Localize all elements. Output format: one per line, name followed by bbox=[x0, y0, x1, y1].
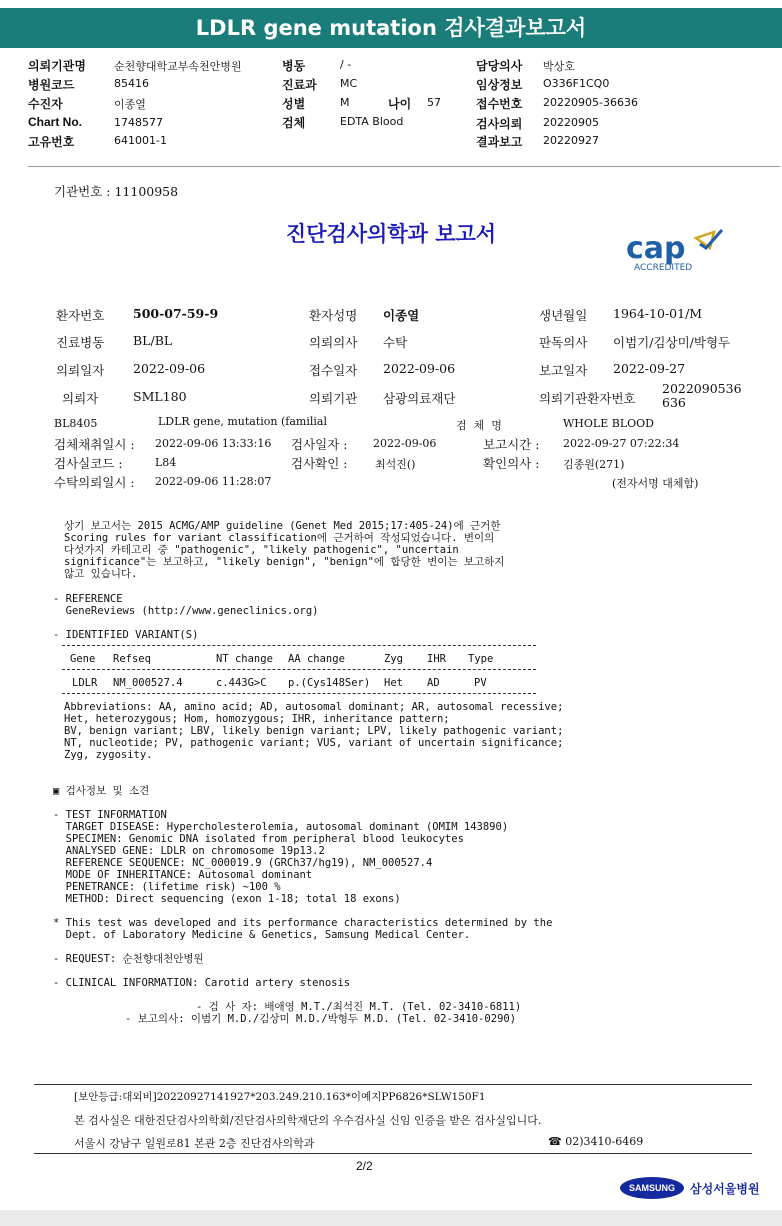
intro-line: 다섯가지 카테고리 중 "pathogenic", "likely pathogenic", "uncertain bbox=[64, 544, 459, 556]
col-type: Type bbox=[468, 653, 494, 665]
request-line: - REQUEST: 순천향대천안병원 bbox=[53, 953, 204, 965]
header-title: LDLR gene mutation 검사결과보고서 bbox=[195, 16, 587, 40]
label-specimen-name: 검 체 명 bbox=[456, 419, 502, 432]
cell-ihr: AD bbox=[427, 677, 440, 689]
label-test-date: 검사일자 : bbox=[291, 437, 348, 452]
abbrev-line: Het, heterozygous; Hom, homozygous; IHR, inheritance pattern; bbox=[64, 713, 450, 725]
cell-refseq: NM_000527.4 bbox=[113, 677, 183, 689]
label-report-date: 보고일자 bbox=[539, 363, 588, 378]
report-header bbox=[0, 8, 782, 48]
label-requesting-doctor: 의뢰의사 bbox=[309, 335, 358, 350]
requester: SML180 bbox=[133, 389, 187, 404]
label-patient-name: 환자성명 bbox=[309, 308, 358, 323]
label-receipt-date: 접수일자 bbox=[309, 363, 358, 378]
label-requester: 의뢰자 bbox=[62, 391, 99, 406]
test-info-line: - TEST INFORMATION bbox=[53, 809, 167, 821]
tester-line: - 검 사 자: 배애영 M.T./최석진 M.T. (Tel. 02-3410-6811) bbox=[196, 1001, 522, 1013]
label-birth: 생년월일 bbox=[539, 308, 588, 323]
label-specimen: 검체 bbox=[282, 116, 306, 130]
footer-rule bbox=[34, 1153, 752, 1154]
requesting-institution: 순천향대학교부속천안병원 bbox=[114, 60, 242, 73]
address-line: 서울시 강남구 일원로81 본관 2층 진단검사의학과 bbox=[74, 1137, 315, 1150]
receipt-no: 20220905-36636 bbox=[543, 96, 638, 109]
cell-gene: LDLR bbox=[72, 677, 98, 689]
test-request: 20220905 bbox=[543, 116, 599, 129]
cap-logo bbox=[626, 228, 730, 274]
requesting-doctor: 수탁 bbox=[383, 335, 408, 350]
intro-line: Scoring rules for variant classification에 근거하여 작성되었습니다. 변이의 bbox=[64, 532, 495, 544]
requesting-org: 삼광의료재단 bbox=[383, 391, 456, 406]
test-confirm: 최석진() bbox=[375, 458, 416, 471]
examinee: 이종열 bbox=[114, 98, 146, 111]
test-info-line: MODE OF INHERITANCE: Autosomal dominant bbox=[53, 869, 313, 881]
label-reading-doctor: 판독의사 bbox=[539, 335, 588, 350]
label-clinic-ward: 진료병동 bbox=[56, 335, 105, 350]
label-physician: 담당의사 bbox=[476, 59, 523, 73]
label-confirm-doctor: 확인의사 : bbox=[483, 456, 540, 471]
col-gene: Gene bbox=[70, 653, 96, 665]
developed-line: Dept. of Laboratory Medicine & Genetics, Samsung Medical Center. bbox=[53, 929, 471, 941]
intro-line: 않고 있습니다. bbox=[64, 568, 138, 580]
developed-line: * This test was developed and its performance characteristics determined by the bbox=[53, 917, 553, 929]
reference-link: GeneReviews (http://www.geneclinics.org) bbox=[53, 605, 319, 617]
label-collect-time: 검체채취일시 : bbox=[54, 437, 135, 452]
patient-name: 이종열 bbox=[383, 308, 420, 323]
label-sex: 성별 bbox=[282, 97, 306, 111]
clinical-info: O336F1CQ0 bbox=[543, 77, 610, 90]
test-info-line: PENETRANCE: (lifetime risk) ~100 % bbox=[53, 881, 281, 893]
section-test-info-heading: ▣ 검사정보 및 소견 bbox=[53, 785, 150, 797]
specimen: EDTA Blood bbox=[340, 115, 404, 128]
table-rule bbox=[62, 693, 536, 694]
test-code: BL8405 bbox=[54, 417, 98, 430]
samsung-logo bbox=[620, 1176, 760, 1200]
samsung-wordmark: SAMSUNG bbox=[620, 1177, 684, 1199]
label-receipt-no: 접수번호 bbox=[476, 97, 523, 111]
reporter-line: - 보고의사: 이범기 M.D./김상미 M.D./박형두 M.D. (Tel. 02-3410-0290) bbox=[125, 1013, 517, 1025]
label-patient-no: 환자번호 bbox=[56, 308, 105, 323]
cell-nt-change: c.443G>C bbox=[216, 677, 267, 689]
chart-no: 1748577 bbox=[114, 116, 163, 129]
hospital-name: 삼성서울병원 bbox=[690, 1182, 760, 1196]
label-examinee: 수진자 bbox=[28, 97, 63, 111]
footer-rule bbox=[34, 1084, 752, 1085]
confirm-doctor: 김종원(271) bbox=[563, 458, 625, 471]
physician: 박상호 bbox=[543, 60, 575, 73]
abbrev-line: BV, benign variant; LBV, likely benign variant; LPV, likely pathogenic variant; bbox=[64, 725, 564, 737]
label-chart-no: Chart No. bbox=[28, 115, 82, 129]
page-bottom-band bbox=[0, 1210, 782, 1226]
label-requesting-institution: 의뢰기관명 bbox=[28, 59, 86, 73]
col-aa-change: AA change bbox=[288, 653, 345, 665]
cell-type: PV bbox=[474, 677, 487, 689]
age: 57 bbox=[427, 96, 441, 109]
label-org-patient-no: 의뢰기관환자번호 bbox=[539, 391, 636, 406]
col-refseq: Refseq bbox=[113, 653, 151, 665]
outsource-time: 2022-09-06 11:28:07 bbox=[155, 475, 272, 488]
abbrev-line: NT, nucleotide; PV, pathogenic variant; VUS, variant of uncertain significance; bbox=[64, 737, 564, 749]
specimen-name: WHOLE BLOOD bbox=[563, 417, 654, 430]
sex: M bbox=[340, 96, 350, 109]
test-info-line: SPECIMEN: Genomic DNA isolated from peripheral blood leukocytes bbox=[53, 833, 464, 845]
label-result-report: 결과보고 bbox=[476, 135, 523, 149]
table-rule bbox=[62, 645, 536, 646]
label-lab-code: 검사실코드 : bbox=[54, 456, 123, 471]
intro-line: significance"는 보고하고, "likely benign", "benign"에 합당한 변이는 보고하지 bbox=[64, 556, 505, 568]
label-report-time: 보고시간 : bbox=[483, 437, 540, 452]
abbrev-line: Zyg, zygosity. bbox=[64, 749, 153, 761]
label-request-date: 의뢰일자 bbox=[56, 363, 105, 378]
department: MC bbox=[340, 77, 358, 90]
page-number: 2/2 bbox=[356, 1159, 373, 1173]
patient-no: 500-07-59-9 bbox=[133, 306, 219, 321]
label-hospital-code: 병원코드 bbox=[28, 78, 75, 92]
col-zyg: Zyg bbox=[384, 653, 403, 665]
hospital-code: 85416 bbox=[114, 77, 149, 90]
test-name: LDLR gene, mutation (familial bbox=[158, 415, 327, 428]
security-line: [보안등급:대외비]20220927141927*203.249.210.163*이예지PP6826*SLW150F1 bbox=[74, 1091, 486, 1103]
label-age: 나이 bbox=[388, 97, 412, 111]
org-patient-no: 2022090536636 bbox=[662, 381, 742, 410]
cap-wordmark: cap bbox=[626, 231, 686, 266]
label-department: 진료과 bbox=[282, 78, 317, 92]
test-info-line: METHOD: Direct sequencing (exon 1-18; total 18 exons) bbox=[53, 893, 401, 905]
label-requesting-org: 의뢰기관 bbox=[309, 391, 358, 406]
variant-heading: - IDENTIFIED VARIANT(S) bbox=[53, 629, 199, 641]
phone-line: ☎ 02)3410-6469 bbox=[548, 1135, 644, 1148]
clinic-ward: BL/BL bbox=[133, 333, 173, 348]
request-date: 2022-09-06 bbox=[133, 361, 206, 376]
cell-aa-change: p.(Cys148Ser) bbox=[288, 677, 371, 689]
report-date: 2022-09-27 bbox=[613, 361, 686, 376]
test-info-line: REFERENCE SEQUENCE: NC_000019.9 (GRCh37/hg19), NM_000527.4 bbox=[53, 857, 433, 869]
reading-doctor: 이범기/김상미/박형두 bbox=[613, 335, 731, 350]
cell-zyg: Het bbox=[384, 677, 403, 689]
report-time: 2022-09-27 07:22:34 bbox=[563, 437, 680, 450]
test-date: 2022-09-06 bbox=[373, 437, 437, 450]
label-outsource-time: 수탁의뢰일시 : bbox=[54, 475, 135, 490]
certification-line: 본 검사실은 대한진단검사의학회/진단검사의학재단의 우수검사실 신임 인증을 받은 검사실입니다. bbox=[74, 1114, 542, 1127]
result-report: 20220927 bbox=[543, 134, 599, 147]
reference-heading: - REFERENCE bbox=[53, 593, 123, 605]
collect-time: 2022-09-06 13:33:16 bbox=[155, 437, 272, 450]
lab-code: L84 bbox=[155, 456, 177, 469]
birth: 1964-10-01/M bbox=[613, 306, 703, 321]
abbrev-line: Abbreviations: AA, amino acid; AD, autosomal dominant; AR, autosomal recessive; bbox=[64, 701, 564, 713]
label-test-confirm: 검사확인 : bbox=[291, 456, 348, 471]
ward: / - bbox=[340, 58, 352, 71]
label-unique-no: 고유번호 bbox=[28, 135, 75, 149]
cap-accredited: ACCREDITED bbox=[634, 263, 693, 273]
test-info-line: ANALYSED GENE: LDLR on chromosome 19p13.2 bbox=[53, 845, 325, 857]
esign-note: (전자서명 대체함) bbox=[612, 477, 699, 490]
col-nt-change: NT change bbox=[216, 653, 273, 665]
label-test-request: 검사의뢰 bbox=[476, 117, 523, 131]
report-title: 진단검사의학과 보고서 bbox=[285, 221, 497, 246]
unique-no: 641001-1 bbox=[114, 134, 167, 147]
test-info-line: TARGET DISEASE: Hypercholesterolemia, autosomal dominant (OMIM 143890) bbox=[53, 821, 509, 833]
receipt-date: 2022-09-06 bbox=[383, 361, 456, 376]
institution-no: 기관번호 : 11100958 bbox=[54, 184, 179, 199]
label-clinical-info: 임상정보 bbox=[476, 78, 523, 92]
divider bbox=[28, 166, 780, 167]
table-rule bbox=[62, 669, 536, 670]
label-ward: 병동 bbox=[282, 59, 306, 73]
clinical-line: - CLINICAL INFORMATION: Carotid artery stenosis bbox=[53, 977, 351, 989]
col-ihr: IHR bbox=[427, 653, 446, 665]
intro-line: 상기 보고서는 2015 ACMG/AMP guideline (Genet Med 2015;17:405-24)에 근거한 bbox=[64, 520, 501, 532]
